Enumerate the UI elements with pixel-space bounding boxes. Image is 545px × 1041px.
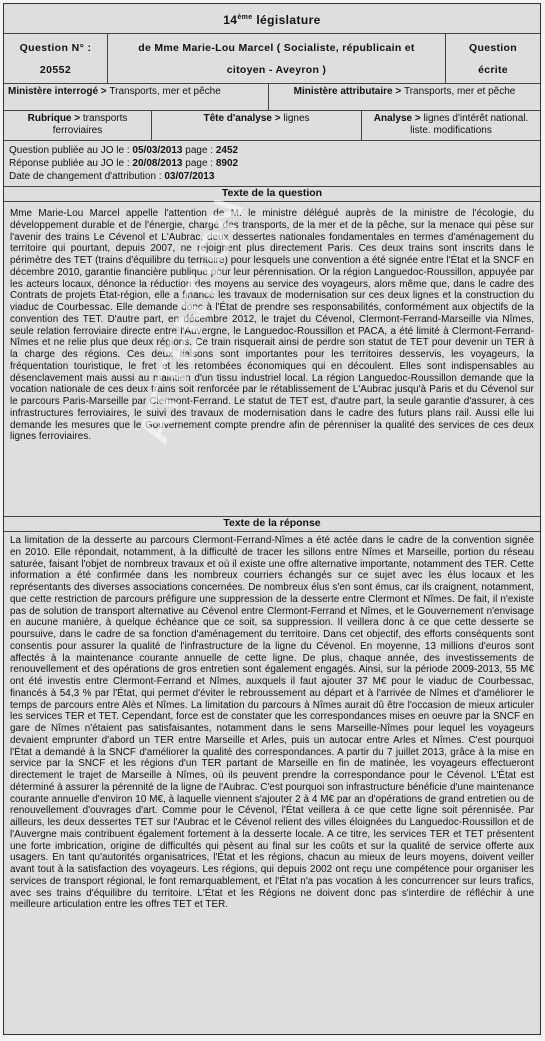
question-publication-label: Question publiée au JO le :	[9, 145, 133, 156]
question-page-label: page :	[182, 145, 216, 156]
response-publication-date: 20/08/2013	[132, 158, 183, 169]
question-type-line-2: écrite	[478, 64, 508, 76]
question-heading: Texte de la question	[4, 187, 540, 202]
question-publication-date: 05/03/2013	[132, 145, 183, 156]
author-line-1: de Mme Marie-Lou Marcel ( Socialiste, républicain et	[138, 42, 415, 54]
ministere-attributaire-value: Transports, mer et pêche	[403, 86, 516, 97]
ministere-interroge-cell	[4, 84, 269, 110]
question-number-label: Question N° :	[19, 42, 92, 54]
answer-heading: Texte de la réponse	[4, 517, 540, 532]
rubrique-cell	[4, 111, 152, 140]
question-number: 20552	[39, 64, 72, 76]
attribution-change-label: Date de changement d'attribution :	[9, 171, 165, 182]
question-section	[4, 187, 540, 517]
question-sheet	[3, 3, 541, 1035]
question-type-cell	[446, 34, 540, 83]
author-line-2: citoyen - Aveyron )	[226, 64, 327, 76]
legislature-superscript: ème	[237, 14, 253, 21]
attribution-change-line	[9, 170, 238, 183]
legislature-header	[4, 4, 540, 34]
dates-row	[4, 141, 540, 187]
rubrique-value: transports ferroviaires	[52, 113, 128, 136]
ministere-interroge-value: Transports, mer et pêche	[109, 86, 221, 97]
response-page-label: page :	[182, 158, 216, 169]
dates-block	[9, 144, 238, 183]
question-page-number: 2452	[215, 145, 239, 156]
attribution-change-date: 03/07/2013	[164, 171, 215, 182]
rubrique-label: Rubrique >	[27, 113, 83, 124]
legislature-number: 14	[223, 13, 238, 27]
question-publication-line	[9, 144, 238, 157]
question-type-line-1: Question	[469, 42, 517, 54]
question-meta-row	[4, 34, 540, 84]
ministere-interroge-label: Ministère interrogé >	[8, 86, 110, 97]
question-body: Mme Marie-Lou Marcel appelle l'attention de M. le ministre délégué auprès de la ministre de l'écologie, du développement durable et de l'énergie, chargé des transports, de la mer et de la pêche, sur la menace qui pèse sur l'avenir des trains Le Cévenol et L'Aubrac, deux dessertes nationales fondamentales en termes d'aménagement du territoire qui pourtant, depuis 2007, ne rejoignent plus directement Paris. Ces deux trains sont inscrits dans le périmètre des TET (trains d'équilibre du territoire) pour lesquels une convention a été signée entre l'État et la SNCF en décembre 2010, garantie financière publique pour leur pérennisation. Or la région Languedoc-Roussillon, appuyée par les acteurs locaux, dénonce la réduction des moyens au service des voyageurs, alors même que, dans le cadre des Contrats de projets État-région, elle a financé les travaux de modernisation sur ces deux lignes et la construction du viaduc de Courbessac. Elle demande donc à l'État de prendre ses responsabilités, conformément aux objectifs de la convention des TET. D'autre part, en décembre 2012, le trajet du Cévenol, Clermont-Ferrand-Marseille via Nîmes, seule relation ferroviaire directe entre l'Auvergne, le Languedoc-Roussillon et PACA, a été limité à Clermont-Ferrand-Nîmes et ne relie plus que deux régions. Ce train risquerait ainsi de perdre son statut de TET pour devenir un TER à la charge des régions. Ces deux liaisons sont importantes pour les territoires desservis, les voyageurs, la fréquentation touristique, le fret et les retombées économiques qui en découlent. Elles sont indispensables au désenclavement mais aussi au maintien d'un tissu industriel local. La région Languedoc-Roussillon demande que la vocation nationale de ces deux trains soit renforcée par le rétablissement de L'Aubrac jusqu'à Paris et du Cévenol sur le parcours Paris-Marseille par Clermont-Ferrand. Le statut de TET est, d'autre part, la seule garantie d'assurer, à ces infrastructures ferroviaires, le suivi des travaux de modernisation dans le cadre des futurs plans rail. Aussi elle lui demande les mesures que le Gouvernement compte prendre afin de pérenniser la qualité des services de ces deux lignes ferroviaires.	[10, 208, 534, 443]
question-number-cell	[4, 34, 108, 83]
tete-analyse-label: Tête d'analyse >	[203, 113, 284, 124]
response-publication-label: Réponse publiée au JO le :	[9, 158, 133, 169]
watermark-text: ATTENTION	[129, 191, 253, 449]
question-author-cell	[108, 34, 446, 83]
legislature-title	[4, 13, 540, 27]
analyse-label: Analyse >	[373, 113, 424, 124]
ministere-attributaire-cell	[269, 84, 540, 110]
answer-section	[4, 517, 540, 1034]
legislature-label: législature	[252, 13, 321, 27]
tete-analyse-value: lignes	[283, 113, 310, 124]
response-publication-line	[9, 157, 238, 170]
answer-body: La limitation de la desserte au parcours Clermont-Ferrand-Nîmes a été actée dans le cadre de la convention signée en 2010. Elle répondait, notamment, à la difficulté de tracer les sillons entre Nîmes et Marseille, portion du réseau saturée, faisant l'objet de nombreux travaux et où il existe une offre alternative importante, notamment des TER. Cette information a été confirmée dans les nombreux courriers échangés sur ce sujet avec les élus locaux et les représentants des diverses associations concernées. De nombreux élus s'en sont émus, car ils craignent, notamment, que cette restriction de parcours préfigure une suppression de la desserte entre Clermont et Nîmes. De fait, il n'existe pas de solution de transport alternative au Cévenol entre Clermont-Ferrand et Nîmes, et le Gouvernement n'envisage en aucune manière, à quelque échéance que ce soit, sa suppression. Il veillera donc à ce que cette desserte se poursuive, dans le cadre de sa fonction d'aménagement du territoire. Dans cet objectif, des efforts conséquents sont consentis pour assurer la qualité de l'infrastructure de la ligne du Cévenol. En moyenne, 13 millions d'euros sont affectés à la maintenance courante annuelle de cette ligne. De plus, chaque année, des investissements de renouvellement et des opérations de gros entretien sont également engagés. Ainsi, sur la période 2009-2013, 55 M€ ont été investis entre Clermont-Ferrand et Nîmes, auxquels il faut ajouter 37 M€ pour le viaduc de Courbessac, financés à 54,3 % par l'État, qui permet d'éviter le rebroussement au départ et à l'arrivée de Nîmes et d'améliorer le temps de parcours entre Alès et Nîmes. La limitation du parcours à Nîmes aurait dû être l'occasion de mieux articuler les services TER et TET. Cependant, force est de constater que les correspondances mises en oeuvre par la SNCF en gare de Nîmes n'étaient pas satisfaisantes, notamment dans le sens Marseille-Nîmes pour lequel les voyageurs devaient emprunter d'abord un TER entre Marseille et Arles, puis un autocar entre Arles et Nîmes. C'est pourquoi l'État a demandé à la SNCF d'améliorer la qualité des correspondances. A partir du 7 juillet 2013, grâce à la mise en service par la SNCF et les régions d'un TER partant de Marseille en fin de matinée, les voyageurs effectueront directement le trajet de Marseille à Nîmes, où ils peuvent prendre la correspondance pour le Cévenol. L'État est déterminé à assurer la pérennité de la ligne de l'Aubrac. C'est pourquoi son infrastructure bénéficie d'une maintenance courante annuelle d'environ 10 M€, à laquelle viennent s'ajouter 2 à 4 M€ par an d'opérations de grand entretien ou de renouvellement d'ouvrages d'art. Comme pour le Cévenol, l'État veillera à ce que cette ligne soit pérennisée. Par ailleurs, les deux dessertes TET sur l'Aubrac et le Cévenol relient des villes éloignées du Languedoc-Roussillon et de l'Auvergne mais contribuent également fortement à la desserte locale. A ce titre, les services TER et TET présentent une forte imbrication, origine de difficultés qui pèsent au final sur les coûts et sur la qualité de service offerte aux usagers. En tant qu'autorités organisatrices, l'État et les régions, chacun au mieux de leurs moyens, doivent veiller avant tout à la satisfaction des voyageurs. Les régions, qui depuis 2002 ont reçu une compétence pour organiser les services de transport régional, le font remarquablement, et l'État n'a pas vocation à les concurrencer sur leurs trafics, avec ses trains d'équilibre du territoire. L'État et les Régions ne doivent donc pas s'interdire de réfléchir à une meilleure articulation entre les offres TET et TER.	[10, 535, 534, 911]
tete-analyse-cell	[152, 111, 362, 140]
ministries-row	[4, 84, 540, 111]
ministere-attributaire-label: Ministère attributaire >	[293, 86, 404, 97]
analyse-cell	[362, 111, 540, 140]
analyse-value: lignes d'intérêt national. liste. modifications	[410, 113, 529, 136]
response-page-number: 8902	[215, 158, 239, 169]
classification-row	[4, 111, 540, 141]
